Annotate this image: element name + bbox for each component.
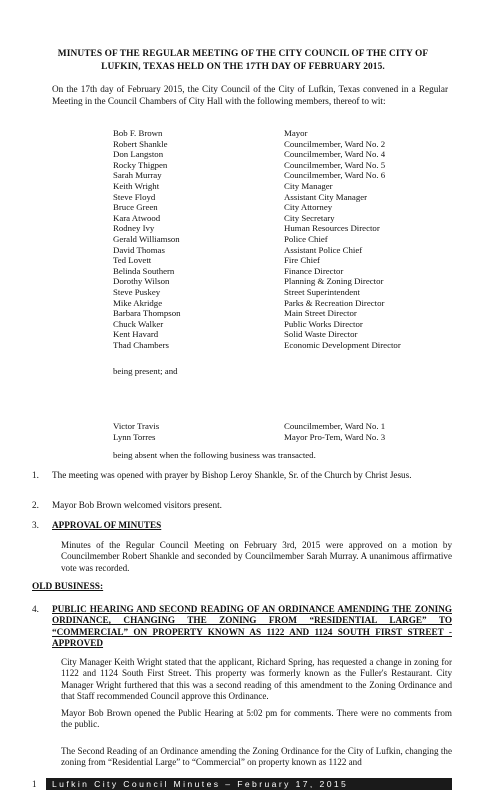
absent-label: being absent when the following business was transacted. — [113, 450, 316, 460]
present-name: Rodney Ivy — [113, 223, 155, 234]
present-title: Mayor — [284, 128, 308, 138]
item-heading: APPROVAL OF MINUTES — [52, 520, 162, 530]
present-name: Bruce Green — [113, 202, 158, 213]
present-name: Ted Lovett — [113, 255, 152, 266]
present-title: Economic Development Director — [284, 339, 401, 350]
absent-row — [113, 432, 453, 443]
agenda-item-3 — [32, 520, 452, 531]
present-title: Police Chief — [284, 233, 328, 244]
agenda-item-1 — [32, 470, 452, 481]
present-title: Solid Waste Director — [284, 329, 358, 340]
item-heading: PUBLIC HEARING AND SECOND READING OF AN ORDINANCE AMENDING THE ZONING ORDINANCE, CHANGING THE ZONING FROM “RESIDENTIAL LARGE” TO “COMMERCIAL” ON PROPERTY KNOWN AS 1122 AND 1124 SOUTH FIRST STREET - APPROVED — [52, 604, 452, 649]
item-number: 2. — [32, 500, 39, 510]
present-title: Public Works Director — [284, 318, 363, 329]
agenda-item-4 — [32, 604, 452, 650]
present-row — [113, 340, 453, 351]
item4-paragraph-1: City Manager Keith Wright stated that the applicant, Richard Spring, has requested a change in zoning for 1122 and 1124 South First Street. This property was formerly known as the Fuller's Restaurant. City Manager Wright furthered that this was a second reading of this amendment to the Zoning Ordinance and that Staff recommended Council approve this Ordinance. — [61, 657, 452, 702]
title-line-1: MINUTES OF THE REGULAR MEETING OF THE CITY COUNCIL OF THE CITY OF — [57, 49, 429, 59]
present-row — [113, 128, 453, 139]
present-name: Steve Floyd — [113, 191, 156, 202]
present-name: Thad Chambers — [113, 339, 169, 350]
item-number: 4. — [32, 604, 39, 614]
present-title: Street Superintendent — [284, 286, 360, 297]
footer-band: Lufkin City Council Minutes – February 17, 2015 — [46, 778, 452, 790]
page-number: 1 — [32, 779, 37, 789]
present-name: Belinda Southern — [113, 265, 175, 276]
present-name: Robert Shankle — [113, 138, 168, 149]
absent-name: Lynn Torres — [113, 431, 156, 442]
present-row — [113, 139, 453, 150]
present-title: City Manager — [284, 180, 333, 191]
present-name: Kara Atwood — [113, 212, 161, 223]
present-row — [113, 319, 453, 330]
present-title: Planning & Zoning Director — [284, 276, 384, 287]
minutes-approval-paragraph: Minutes of the Regular Council Meeting on February 3rd, 2015 were approved on a motion by Councilmember Robert Shankle and seconded by Councilmember Sarah Murray. A unanimous affirmative vote was recorded. — [61, 540, 452, 573]
absent-name: Victor Travis — [113, 421, 160, 431]
present-row — [113, 255, 453, 266]
present-row — [113, 202, 453, 213]
present-title: City Attorney — [284, 202, 333, 213]
page-footer — [32, 778, 452, 790]
present-name: Sarah Murray — [113, 170, 162, 181]
item4-paragraph-3: The Second Reading of an Ordinance amending the Zoning Ordinance for the City of Lufkin, changing the zoning from “Residential Large” to “Commercial” on property known as 1122 and — [61, 746, 452, 768]
present-name: Bob F. Brown — [113, 128, 163, 138]
present-row — [113, 245, 453, 256]
present-title: Councilmember, Ward No. 4 — [284, 149, 386, 160]
item4-paragraph-2: Mayor Bob Brown opened the Public Hearing at 5:02 pm for comments. There were no comments from the public. — [61, 708, 452, 730]
present-row — [113, 149, 453, 160]
item-text: Mayor Bob Brown welcomed visitors present. — [52, 500, 222, 510]
present-name: Don Langston — [113, 149, 164, 160]
old-business-heading: OLD BUSINESS: — [32, 582, 104, 592]
item-text: The meeting was opened with prayer by Bishop Leroy Shankle, Sr. of the Church by Christ Jesus. — [52, 470, 412, 480]
present-title: Fire Chief — [284, 255, 320, 266]
minutes-title — [40, 48, 446, 74]
present-title: Councilmember, Ward No. 5 — [284, 159, 386, 170]
present-row — [113, 170, 453, 181]
present-row — [113, 287, 453, 298]
present-row — [113, 298, 453, 309]
present-row — [113, 329, 453, 340]
present-title: Main Street Director — [284, 308, 357, 319]
absent-row — [113, 421, 453, 432]
present-name: Kent Havard — [113, 329, 159, 340]
present-title: Councilmember, Ward No. 6 — [284, 170, 386, 181]
intro-paragraph: On the 17th day of February 2015, the City Council of the City of Lufkin, Texas convened in a Regular Meeting in the Council Chambers of City Hall with the following members, thereof to wit: — [52, 84, 448, 106]
present-row — [113, 308, 453, 319]
present-title: Assistant Police Chief — [284, 244, 363, 255]
present-roster — [113, 128, 453, 350]
present-name: Dorothy Wilson — [113, 276, 170, 287]
present-row — [113, 276, 453, 287]
present-label: being present; and — [113, 366, 178, 376]
present-row — [113, 266, 453, 277]
present-name: Barbara Thompson — [113, 308, 181, 319]
present-title: Human Resources Director — [284, 223, 380, 234]
present-row — [113, 181, 453, 192]
present-title: Finance Director — [284, 265, 344, 276]
present-row — [113, 234, 453, 245]
absent-roster — [113, 421, 453, 443]
present-name: Rocky Thigpen — [113, 159, 168, 170]
present-row — [113, 160, 453, 171]
present-row — [113, 223, 453, 234]
present-title: Assistant City Manager — [284, 191, 368, 202]
present-row — [113, 192, 453, 203]
item-number: 1. — [32, 470, 39, 480]
present-name: Keith Wright — [113, 180, 160, 191]
present-name: David Thomas — [113, 244, 165, 255]
present-title: City Secretary — [284, 212, 335, 223]
present-name: Steve Puskey — [113, 286, 161, 297]
present-title: Councilmember, Ward No. 2 — [284, 138, 386, 149]
present-row — [113, 213, 453, 224]
absent-title: Councilmember, Ward No. 1 — [284, 421, 386, 431]
present-title: Parks & Recreation Director — [284, 297, 385, 308]
agenda-item-2 — [32, 500, 452, 511]
item-number: 3. — [32, 520, 39, 530]
present-name: Gerald Williamson — [113, 233, 180, 244]
present-name: Mike Akridge — [113, 297, 163, 308]
present-name: Chuck Walker — [113, 318, 164, 329]
absent-title: Mayor Pro-Tem, Ward No. 3 — [284, 431, 386, 442]
title-line-2: LUFKIN, TEXAS HELD ON THE 17TH DAY OF FEBRUARY 2015. — [101, 62, 385, 72]
